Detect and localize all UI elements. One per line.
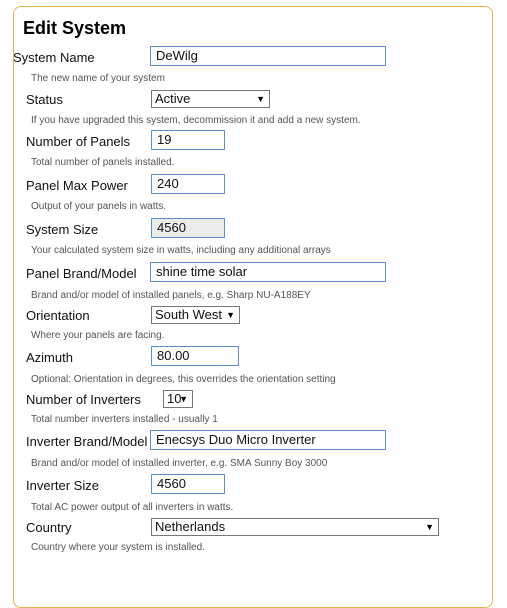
country-help: Country where your system is installed.	[31, 542, 205, 553]
status-help: If you have upgraded this system, decommission it and add a new system.	[31, 115, 361, 126]
page-title: Edit System	[23, 18, 127, 38]
system-size-help: Your calculated system size in watts, including any additional arrays	[31, 245, 331, 256]
panel-brand-label: Panel Brand/Model	[26, 266, 137, 281]
orientation-select-value: South West	[155, 307, 222, 322]
panel-max-power-label: Panel Max Power	[26, 178, 128, 193]
status-label: Status	[26, 92, 63, 107]
chevron-down-icon: ▼	[179, 394, 188, 404]
azimuth-input[interactable]: 80.00	[151, 346, 239, 366]
azimuth-label: Azimuth	[26, 350, 73, 365]
orientation-help: Where your panels are facing.	[31, 330, 165, 341]
country-label: Country	[26, 520, 72, 535]
system-size-input: 4560	[151, 218, 225, 238]
country-select-value: Netherlands	[155, 519, 226, 534]
orientation-select[interactable]	[151, 306, 240, 324]
inverter-size-input[interactable]: 4560	[151, 474, 225, 494]
panel-brand-help: Brand and/or model of installed panels, e.g. Sharp NU-A188EY	[31, 290, 311, 301]
inverter-brand-help: Brand and/or model of installed inverter, e.g. SMA Sunny Boy 3000	[31, 458, 328, 469]
orientation-label: Orientation	[26, 308, 90, 323]
status-select[interactable]	[151, 90, 270, 108]
num-inverters-label: Number of Inverters	[26, 392, 141, 407]
azimuth-help: Optional: Orientation in degrees, this overrides the orientation setting	[31, 374, 336, 385]
inverter-brand-input[interactable]: Enecsys Duo Micro Inverter	[150, 430, 386, 450]
inverter-size-label: Inverter Size	[26, 478, 99, 493]
num-inverters-help: Total number inverters installed - usually 1	[31, 414, 218, 425]
panel-max-power-input[interactable]: 240	[151, 174, 225, 194]
chevron-down-icon: ▼	[226, 310, 235, 320]
panel-max-power-help: Output of your panels in watts.	[31, 201, 167, 212]
num-panels-label: Number of Panels	[26, 134, 131, 149]
status-select-value: Active	[155, 91, 191, 106]
inverter-brand-label: Inverter Brand/Model	[26, 434, 148, 449]
system-name-label: System Name	[13, 50, 95, 65]
chevron-down-icon: ▼	[425, 522, 434, 532]
system-name-help: The new name of your system	[31, 73, 165, 84]
chevron-down-icon: ▼	[256, 94, 265, 104]
num-panels-input[interactable]: 19	[151, 130, 225, 150]
country-select[interactable]	[151, 518, 439, 536]
inverter-size-help: Total AC power output of all inverters in watts.	[31, 502, 234, 513]
num-inverters-select-value: 10	[167, 391, 182, 406]
system-name-input[interactable]: DeWilg	[150, 46, 386, 66]
num-panels-help: Total number of panels installed.	[31, 157, 175, 168]
panel-brand-input[interactable]: shine time solar	[150, 262, 386, 282]
system-size-label: System Size	[26, 222, 99, 237]
num-inverters-select[interactable]	[163, 390, 193, 408]
